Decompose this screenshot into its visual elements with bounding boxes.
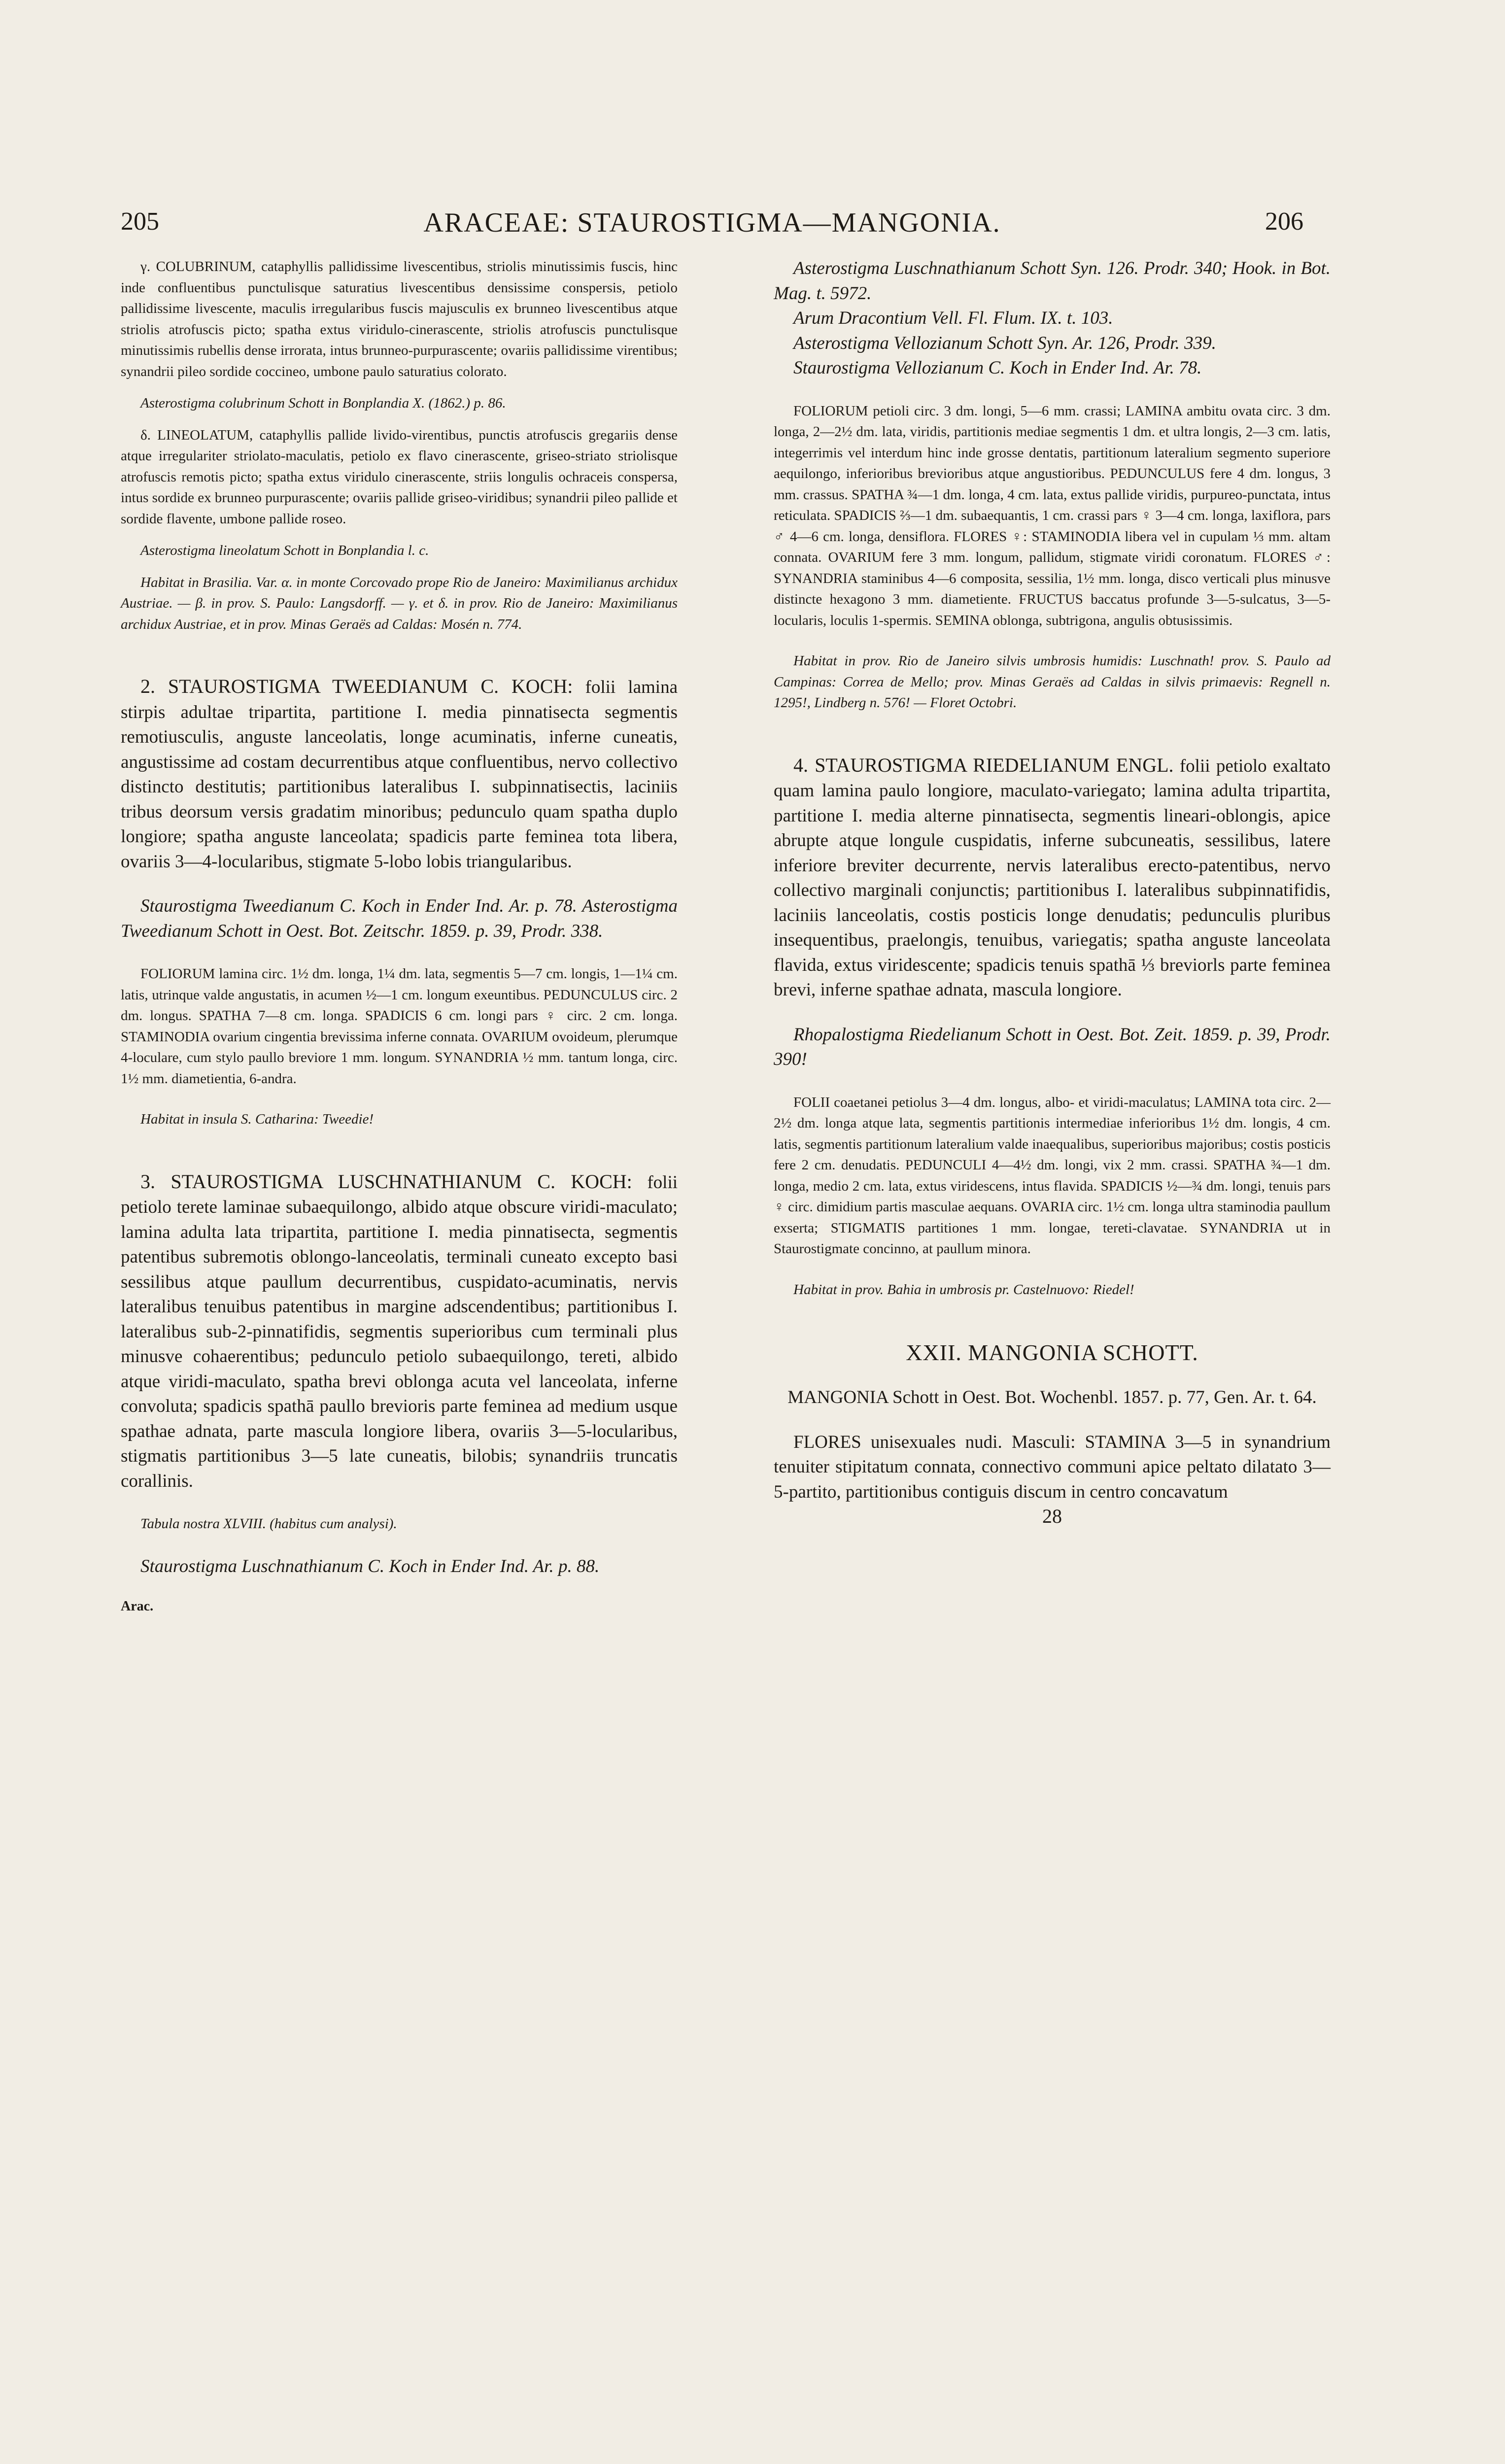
species-4-description [774,753,1331,1003]
species-3-description [121,1169,678,1494]
synonymy-riedelianum: Rhopalostigma Riedelianum Schott in Oest. Bot. Zeit. 1859. p. 39, Prodr. 390! [774,1024,1331,1069]
genus-title: XXII. MANGONIA SCHOTT. [906,1340,1198,1365]
synonym-2: Arum Dracontium Vell. Fl. Flum. IX. t. 103. [793,308,1113,328]
signature-mark: Arac. [121,1599,154,1614]
habitat-asterostigma: Habitat in Brasilia. Var. α. in monte Corcovado prope Rio de Janeiro: Maximilianus archidux Austriae. — β. in prov. S. Paulo: Langsdorff. — γ. et δ. in prov. Rio de Janeiro: Maximilianus archidux Austriae, et in prov. Minas Geraës ad Caldas: Mosén n. 774. [121,574,678,632]
habitat-tweedianum: Habitat in insula S. Catharina: Tweedie! [140,1111,374,1127]
species-2-heading: 2. STAUROSTIGMA TWEEDIANUM C. KOCH: [140,675,573,697]
plate-reference: Tabula nostra XLVIII. (habitus cum analysi). [140,1516,397,1532]
variety-lineolatum: δ. LINEOLATUM, cataphyllis pallide livido-virentibus, punctis atrofuscis gregariis dense atque irregulariter striolato-maculatis, petiolo ex flavo cinerascente, griseo-striato striolisque atrofuscis remotis picto; spatha extus viridulo cinerascente, striis longulis ochraceis conspersa, intus sordide ex brunneo purpurascente; ovariis pallide griseo-viridibus; synandrii pileo pallide et sordide flavente, umbone pallide roseo. [121,427,678,527]
species-2-text: folii lamina stirpis adultae tripartita, partitione I. media pinnatisecta segmentis remotiusculis, anguste lanceolatis, longe acuminatis, inferne cuneatis, angustissime ad costam decurrentibus atque confluentibus, nervo collectivo distincto destitutis; partitionibus lateralibus I. subpinnatisectis, laciniis tribus deorsum versis gradatim minoribus; pedunculo quam spatha duplo longiore; spatha anguste lanceolata; spadicis parte feminea tota libera, ovariis 3—4-locularibus, stigmate 5-lobo lobis triangularibus. [121,677,678,872]
details-luschnathianum: FOLIORUM petioli circ. 3 dm. longi, 5—6 mm. crassi; LAMINA ambitu ovata circ. 3 dm. longa, 2—2½ dm. lata, viridis, partitionis mediae segmentis 1 dm. et ultra longis, 2—3 cm. latis, integerrimis vel interdum hinc inde grosse dentatis, partitionum lateralium segmento superiore aequilongo, inferioribus brevioribus atque angustioribus. PEDUNCULUS fere 4 dm. longus, 3 mm. crassus. SPATHA ¾—1 dm. longa, 4 cm. lata, extus pallide viridis, purpureo-punctata, intus reticulata. SPADICIS ⅔—1 dm. subaequantis, 1 cm. crassi pars ♀ 3—4 cm. longa, laxiflora, pars ♂ 4—6 cm. longa, densiflora. FLORES ♀: STAMINODIA libera vel in cupulam ⅓ mm. altam connata. OVARIUM fere 3 mm. longum, pallidum, stigmate viridi coronatum. FLORES ♂: SYNANDRIA staminibus 4—6 composita, sessilia, 1½ mm. longa, disco verticali plus minusve distincte hexagono 3 mm. diametiente. FRUCTUS baccatus profunde 3—5-sulcatus, 3—5-locularis, loculis 1-spermis. SEMINA oblonga, subtrigona, angulis obtusissimis. [774,403,1331,628]
species-2-description [121,674,678,874]
left-column [121,256,678,1614]
synonym-3: Asterostigma Vellozianum Schott Syn. Ar. 126, Prodr. 339. [793,333,1216,353]
synonym-4: Staurostigma Vellozianum C. Koch in Ender Ind. Ar. 78. [793,358,1202,378]
synonymy-luschnathianum: Staurostigma Luschnathianum C. Koch in Ender Ind. Ar. p. 88. [140,1556,600,1576]
genus-citation: MANGONIA Schott in Oest. Bot. Wochenbl. 1857. p. 77, Gen. Ar. t. 64. [787,1387,1317,1407]
details-riedelianum: FOLII coaetanei petiolus 3—4 dm. longus, albo- et viridi-maculatus; LAMINA tota circ. 2—2½ dm. longa atque lata, segmentis partitionis intermediae inferioribus 1½ dm. longis, 4 cm. latis, segmentis partitionum lateralium valde inaequalibus, superioribus majoribus; costis posticis fere 2 cm. denudatis. PEDUNCULI 4—4½ dm. longi, vix 2 mm. crassi. SPATHA ¾—1 dm. longa, medio 2 cm. lata, extus viridescens, intus flavida. SPADICIS ½—¾ dm. longi, tenuis pars ♀ circ. dimidium partis masculae aequans. OVARIA circ. 1½ cm. longa ultra staminodia paullum exserta; STIGMATIS partitiones 1 mm. longae, tereti-clavatae. SYNANDRIA ut in Staurostigmate concinno, at paullum minora. [774,1094,1331,1257]
citation-colubrinum: Asterostigma colubrinum Schott in Bonplandia X. (1862.) p. 86. [140,395,506,411]
variety-colubrinum: γ. COLUBRINUM, cataphyllis pallidissime livescentibus, striolis minutissimis fuscis, hinc inde confluentibus punctulisque saturatius livescentibus densissime conspersis, petiolo pallidissime livescente, maculis irregularibus fuscis majusculis ex brunneo livescentibus atque striolis atrofuscis picto; spatha extus viridulo-cinerascente, striolis atrofuscis punctulisque minutissimis rubellis dense irrorata, intus brunneo-purpurascente; ovariis pallidissime virentibus; synandrii pileo sordide coccineo, umbone paulo saturatius colorato. [121,259,678,379]
genus-description: FLORES unisexuales nudi. Masculi: STAMINA 3—5 in synandrium tenuiter stipitatum connata, connectivo communi apice peltato dilatato 3—5-partito, partitionibus contiguis discum in centro concavatum [774,1432,1331,1502]
page-number-left: 205 [121,207,159,236]
habitat-riedelianum: Habitat in prov. Bahia in umbrosis pr. Castelnuovo: Riedel! [793,1281,1134,1298]
details-tweedianum: FOLIORUM lamina circ. 1½ dm. longa, 1¼ dm. lata, segmentis 5—7 cm. longis, 1—1¼ cm. latis, utrinque valde angustatis, in acumen ½—1 cm. longum exeuntibus. PEDUNCULUS circ. 2 dm. longus. SPATHA 7—8 cm. longa. SPADICIS 6 cm. longi pars ♀ circ. 2 cm. longa. STAMINODIA ovarium cingentia brevissima inferne connata. OVARIUM ovoideum, plerumque 4-loculare, cum stylo paullo breviore 1 mm. longum. SYNANDRIA ½ mm. tantum longa, circ. 1½ mm. diametientia, 6-andra. [121,966,678,1087]
habitat-luschnathianum: Habitat in prov. Rio de Janeiro silvis umbrosis humidis: Luschnath! prov. S. Paulo ad Campinas: Correa de Mello; prov. Minas Geraës ad Caldas in silvis primaevis: Regnell n. 1295!, Lindberg n. 576! — Floret Octobri. [774,653,1331,711]
page-signature: 28 [1042,1505,1062,1527]
page-header [121,207,1303,241]
running-title: ARACEAE: STAUROSTIGMA—MANGONIA. [423,207,1001,238]
species-3-heading: 3. STAUROSTIGMA LUSCHNATHIANUM C. KOCH: [140,1170,632,1193]
citation-lineolatum: Asterostigma lineolatum Schott in Bonplandia l. c. [140,543,429,558]
right-column [774,256,1331,1528]
species-3-text: folii petiolo terete laminae subaequilongo, albido atque obscure viridi-maculato; lamina adulta lata tripartita, partitione I. media pinnatisecta, segmentis patentibus subremotis oblongo-lanceolatis, terminali cuneato excepto basi sessilibus atque paullum decurrentibus, cuspidato-acuminatis, nervis lateralibus tenuibus patentibus in margine adscendentibus; partitionibus I. lateralibus sub-2-pinnatifidis, segmentis superioribus cum terminali plus minusve cohaerentibus; pedunculo petiolo subaequilongo, tereti, albido atque viridi-maculato, spatha brevi oblonga acuta vel lanceolata, inferne convoluta; spadicis spathā paullo brevioris parte feminea ad medium usque spathae adnata, parte mascula longiore libera, ovariis 3—5-locularibus, stigmatis partitionibus 3—5 late cuneatis, bilobis; synandriis truncatis corallinis. [121,1172,678,1491]
species-4-text: folii petiolo exaltato quam lamina paulo longiore, maculato-variegato; lamina adulta tripartita, partitione I. media alterne pinnatisecta, segmentis lineari-oblongis, apice abrupte atque longule cuspidatis, inferne subcuneatis, sessilibus, latere inferiore breviter decurrente, nervis lateralibus erecto-patentibus, nervo collectivo marginali conjunctis; partitionibus I. lateralibus subpinnatifidis, laciniis lanceolatis, costis posticis longe denudatis; pedunculis pluribus insequentibus, praelongis, tenuibus, variegatis; spatha anguste lanceolata flavida, extus viridescente; spadicis tenuis spathā ⅓ breviorls parte feminea brevi, inferne spathae adnata, mascula longiore. [774,755,1331,1000]
synonymy-tweedianum: Staurostigma Tweedianum C. Koch in Ender Ind. Ar. p. 78. Asterostigma Tweedianum Schott in Oest. Bot. Zeitschr. 1859. p. 39, Prodr. 338. [121,896,678,941]
synonym-1: Asterostigma Luschnathianum Schott Syn. 126. Prodr. 340; Hook. in Bot. Mag. t. 5972. [774,258,1331,304]
page-number-right: 206 [1265,207,1303,236]
species-4-heading: 4. STAUROSTIGMA RIEDELIANUM ENGL. [793,753,1174,776]
